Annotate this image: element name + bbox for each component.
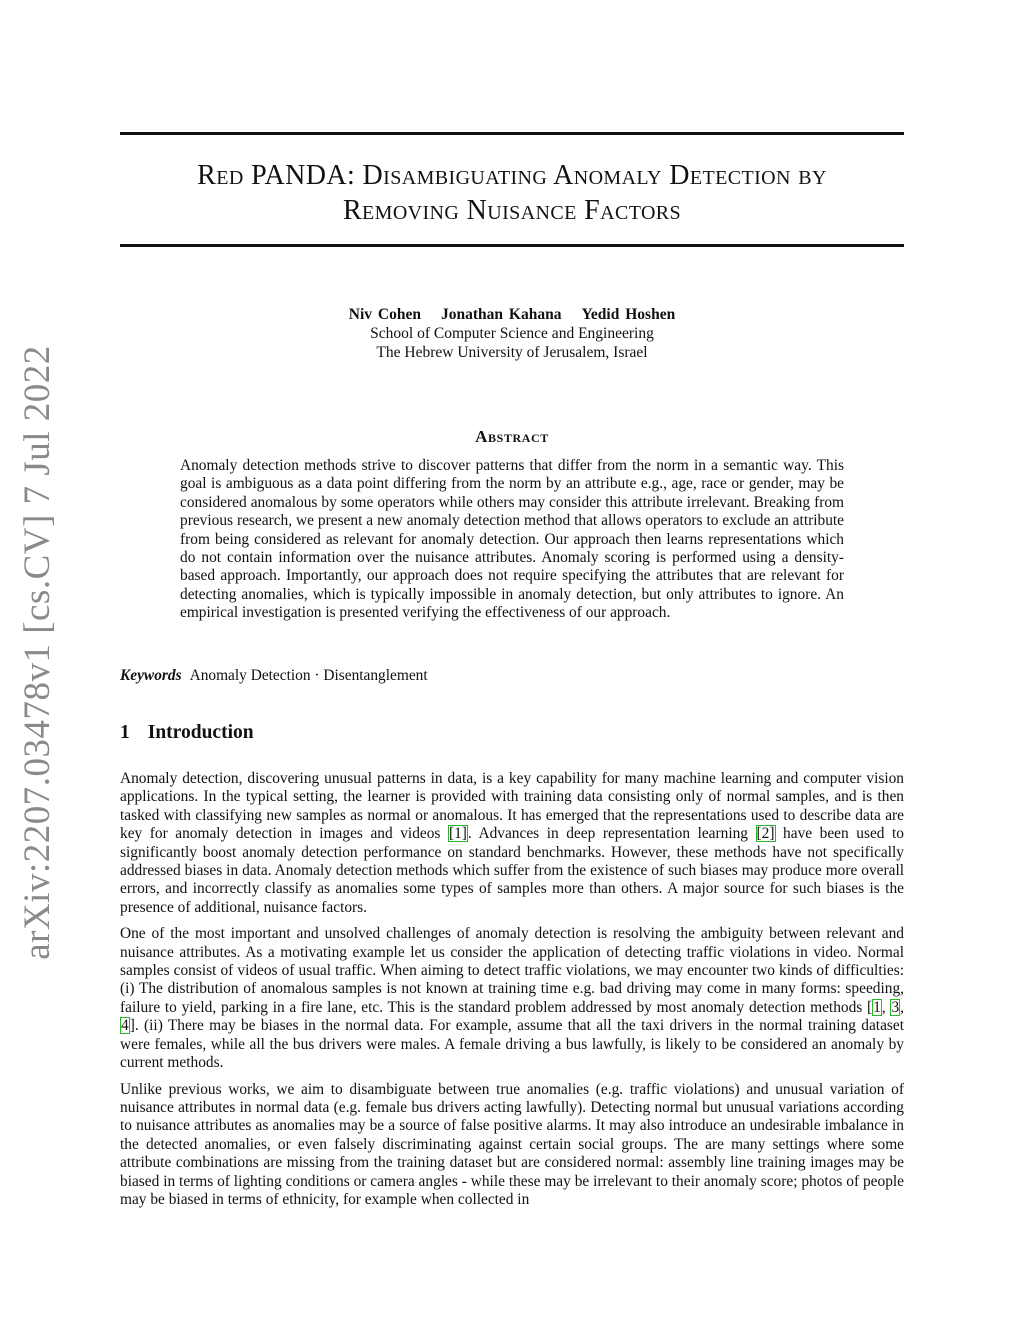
body-text: [120, 770, 904, 1217]
arxiv-identifier: arXiv:2207.03478v1 [cs.CV] 7 Jul 2022: [16, 344, 58, 960]
paragraph-text: ,: [900, 998, 904, 1016]
author-block: [120, 305, 904, 362]
section-title: Introduction: [147, 722, 254, 743]
paragraph: [120, 925, 904, 1072]
author-name: Jonathan Kahana: [441, 306, 562, 323]
arxiv-sidebar: [14, 344, 60, 960]
paragraph-text: ,: [881, 998, 891, 1016]
citation-link[interactable]: 4: [121, 1017, 129, 1035]
paragraph-text: One of the most important and unsolved challenges of anomaly detection is resolving the ambiguity between relevant and nuisance attributes. As a motivating example let us consider the application of detecting traffic violations in video. Normal samples consist of videos of usual traffic. When aiming to detect traffic violations, we may encounter two kinds of difficulties: (i) The distribution of anomalous samples is not known at training time e.g. bad driving may come in many forms: speeding, failure to yield, parking in a fire lane, etc. This is the standard problem addressed by most anomaly detection methods [: [120, 925, 904, 1016]
keywords-label: Keywords: [120, 667, 182, 684]
paragraph-text: . Advances in deep representation learning: [467, 825, 756, 843]
paragraph: [120, 770, 904, 917]
author-name: Niv Cohen: [348, 306, 421, 323]
author-list: [120, 305, 904, 324]
paragraph-text: ]. (ii) There may be biases in the normal data. For example, assume that all the taxi drivers in the normal training dataset were females, while all the bus drivers were males. A female driving a bus lawfully, is likely to be considered an anomaly by current methods.: [120, 1017, 904, 1072]
title-rule-top: [120, 132, 904, 135]
citation-link[interactable]: 1: [873, 998, 881, 1016]
paper-title: [120, 158, 904, 228]
section-number: 1: [120, 722, 130, 743]
title-line-1: Red PANDA: Disambiguating Anomaly Detection by: [197, 160, 827, 191]
abstract-heading: Abstract: [475, 427, 549, 446]
author-name: Yedid Hoshen: [581, 306, 676, 323]
keywords-line: [120, 667, 904, 685]
paragraph-text: have been used to significantly boost anomaly detection performance on standard benchmarks. However, these methods have not specifically addressed biases in data. Anomaly detection methods which suffer from the existence of such biases may produce more overall errors, and incorrectly classify as anomalies some types of samples more than others. A major source for such biases is the presence of additional, nuisance factors.: [120, 825, 904, 916]
citation-link[interactable]: 3: [891, 998, 900, 1016]
affiliation-dept: School of Computer Science and Engineering: [370, 325, 654, 342]
citation-link[interactable]: [2]: [756, 825, 775, 843]
affiliation-university: The Hebrew University of Jerusalem, Israel: [376, 344, 648, 361]
paragraph: Unlike previous works, we aim to disambiguate between true anomalies (e.g. traffic violations) and unusual variation of nuisance attributes in normal data (e.g. female bus drivers acting lawfully). Detecting normal but unusual variations according to nuisance attributes as anomalies may be a source of false positive alarms. It may also introduce an undesirable imbalance in the detected anomalies, or even falsely discriminating against certain social groups. The are many settings where some attribute combinations are missing from the training dataset but are considered normal: assembly line training images may be biased in terms of lighting conditions or camera angles - while these may be irrelevant to their anomaly score; photos of people may be biased in terms of ethnicity, for example when collected in: [120, 1080, 904, 1208]
title-line-2: Removing Nuisance Factors: [342, 195, 682, 226]
keywords-items: Anomaly Detection · Disentanglement: [189, 667, 428, 684]
paragraph-text: Anomaly detection, discovering unusual patterns in data, is a key capability for many machine learning and computer vision applications. In the typical setting, the learner is provided with training data consisting only of normal samples, and is then tasked with classifying new samples as normal or anomalous. It has emerged that the representations used to describe data are key for anomaly detection in images and videos: [120, 770, 904, 843]
abstract-text: Anomaly detection methods strive to discover patterns that differ from the norm in a semantic way. This goal is ambiguous as a data point differing from the norm by an attribute e.g., age, race or gender, may be considered anomalous by some operators while others may consider this attribute irrelevant. Breaking from previous research, we present a new anomaly detection method that allows operators to exclude an attribute from being considered as relevant for anomaly detection. Our approach then learns representations which do not contain information over the nuisance attributes. Anomaly scoring is performed using a density-based approach. Importantly, our approach does not require specifying the attributes that are relevant for detecting anomalies, which is typically impossible in anomaly detection, but only attributes to ignore. An empirical investigation is presented verifying the effectiveness of our approach.: [180, 457, 844, 622]
citation-link[interactable]: [1]: [448, 825, 467, 843]
title-rule-bottom: [120, 244, 904, 247]
section-heading: [120, 722, 254, 744]
